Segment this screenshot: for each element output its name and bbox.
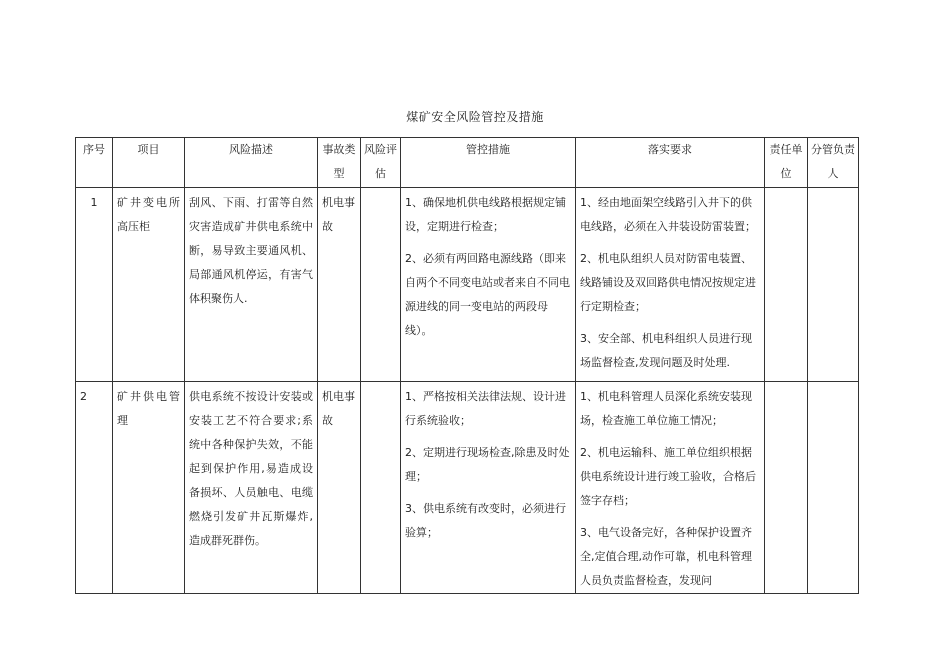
row-leader xyxy=(808,188,859,382)
requirement-item: 2、机电队组织人员对防雷电装置、线路铺设及双回路供电情况按规定进行定期检查； xyxy=(580,252,756,313)
row-responsible-unit xyxy=(765,188,808,382)
header-cell-risk: 风险描述 xyxy=(185,138,318,188)
control-item: 3、供电系统有改变时，必须进行验算； xyxy=(405,502,566,539)
header-cell-accident-type: 事故类型 xyxy=(318,138,361,188)
risk-control-table xyxy=(75,137,859,594)
row-assessment xyxy=(361,188,401,382)
header-cell-unit: 责任单位 xyxy=(765,138,808,188)
requirement-item: 1、经由地面架空线路引入井下的供电线路，必须在入井装设防雷装置； xyxy=(580,196,756,233)
control-item: 2、定期进行现场检查,除患及时处理； xyxy=(405,446,570,483)
document-title: 煤矿安全风险管控及措施 xyxy=(406,110,544,124)
row-requirements xyxy=(576,382,765,594)
row-requirements xyxy=(576,188,765,382)
table-header-row xyxy=(76,138,859,188)
row-accident-type: 机电事故 xyxy=(318,382,361,594)
row-controls xyxy=(401,382,576,594)
requirement-item: 3、电气设备完好，各种保护设置齐全,定值合理,动作可靠，机电科管理人员负责监督检查，发现问 xyxy=(580,526,752,587)
row-responsible-unit xyxy=(765,382,808,594)
row-number: 1 xyxy=(76,188,113,382)
row-risk-description: 供电系统不按设计安装或安装工艺不符合要求;系统中各种保护失效，不能起到保护作用,易造成设备损坏、人员触电、电缆燃烧引发矿井瓦斯爆炸,造成群死群伤。 xyxy=(185,382,318,594)
row-number: 2 xyxy=(76,382,113,594)
requirement-item: 1、机电科管理人员深化系统安装现场，检查施工单位施工情况； xyxy=(580,390,752,427)
table-row xyxy=(76,188,859,382)
row-risk-description: 刮风、下雨、打雷等自然灾害造成矿井供电系统中断，易导致主要通风机、局部通风机停运，有害气体积聚伤人. xyxy=(185,188,318,382)
row-item: 矿井供电管理 xyxy=(113,382,185,594)
row-controls xyxy=(401,188,576,382)
row-item: 矿井变电所高压柜 xyxy=(113,188,185,382)
header-cell-leader: 分管负责人 xyxy=(808,138,859,188)
table-row xyxy=(76,382,859,594)
header-cell-assessment: 风险评估 xyxy=(361,138,401,188)
row-accident-type: 机电事故 xyxy=(318,188,361,382)
requirement-item: 3、安全部、机电科组织人员进行现场监督检查,发现问题及时处理. xyxy=(580,332,752,369)
control-item: 1、确保地机供电线路根据规定铺设，定期进行检查； xyxy=(405,196,566,233)
requirement-item: 2、机电运输科、施工单位组织根据供电系统设计进行竣工验收，合格后签字存档； xyxy=(580,446,756,507)
header-cell-no: 序号 xyxy=(76,138,113,188)
row-assessment xyxy=(361,382,401,594)
header-cell-controls: 管控措施 xyxy=(401,138,576,188)
header-cell-item: 项目 xyxy=(113,138,185,188)
row-leader xyxy=(808,382,859,594)
header-cell-requirements: 落实要求 xyxy=(576,138,765,188)
control-item: 2、必须有两回路电源线路（即来自两个不同变电站或者来自不同电源进线的同一变电站的两段母线）。 xyxy=(405,252,570,337)
control-item: 1、严格按相关法律法规、设计进行系统验收； xyxy=(405,390,566,427)
